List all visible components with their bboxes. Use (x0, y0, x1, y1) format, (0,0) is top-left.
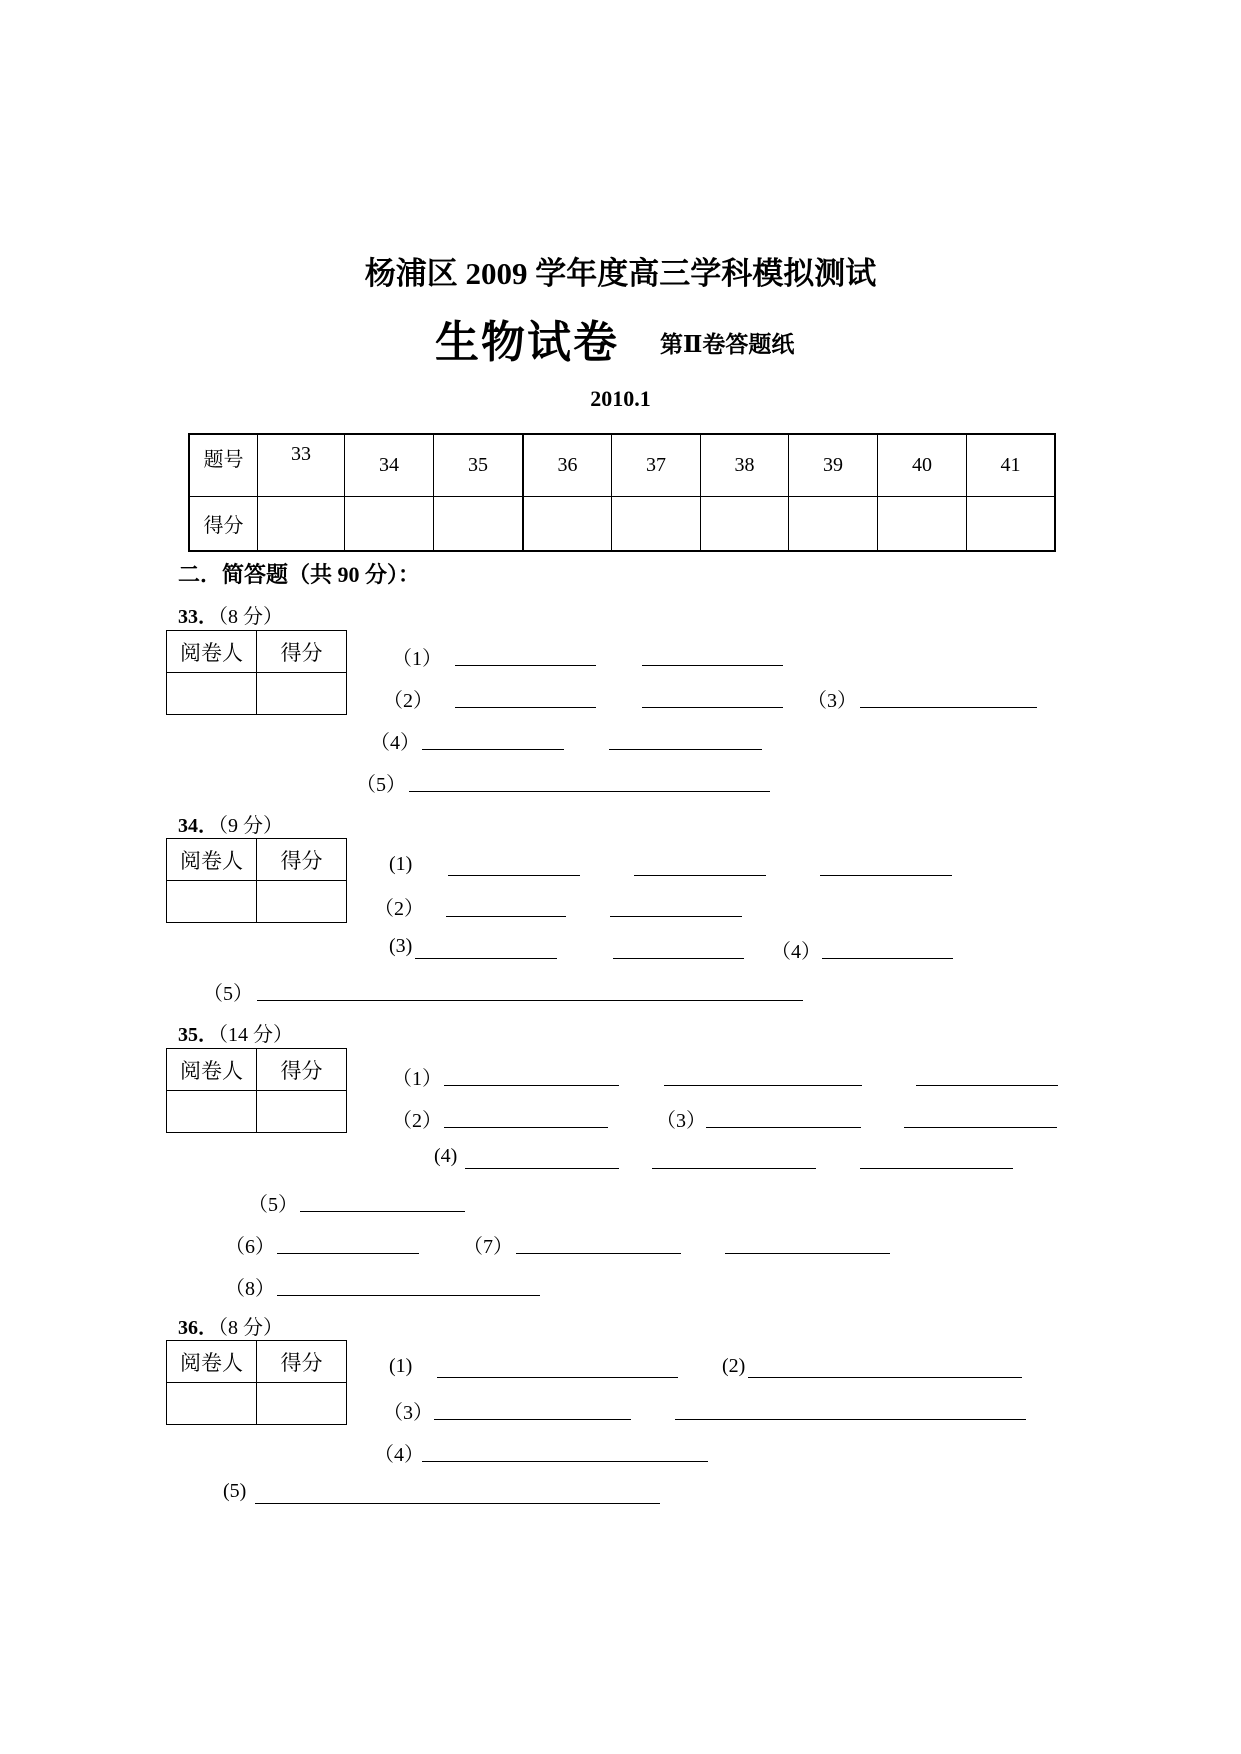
answer-label: （2） (383, 690, 433, 712)
answer-label: （4） (370, 732, 420, 754)
answer-label: （2） (374, 898, 424, 920)
answer-blank[interactable] (860, 707, 1037, 708)
score-cell[interactable] (434, 497, 524, 552)
question-36-header (178, 1311, 283, 1340)
answer-blank[interactable] (675, 1419, 1026, 1420)
score-cell[interactable] (345, 497, 434, 552)
reviewer-label: 阅卷人 (167, 631, 257, 673)
answer-label: (1) (389, 1355, 413, 1377)
question-number-cell: 36 (523, 434, 612, 497)
answer-label: （4） (771, 941, 821, 963)
paper-subtitle: 第Ⅱ卷答题纸 (660, 332, 795, 357)
answer-blank[interactable] (613, 958, 744, 959)
row-label-score: 得分 (189, 497, 258, 552)
score-cell[interactable] (257, 673, 347, 715)
answer-blank[interactable] (609, 749, 762, 750)
grader-box (166, 630, 347, 715)
answer-blank[interactable] (255, 1503, 660, 1504)
answer-blank[interactable] (642, 707, 783, 708)
question-points: （14 分） (218, 1024, 293, 1046)
score-label: 得分 (257, 839, 347, 881)
section-title: 二．简答题（共 90 分）： (178, 562, 421, 587)
answer-label: （5） (248, 1194, 298, 1216)
question-points: （8 分） (218, 606, 283, 628)
answer-label: （8） (225, 1278, 275, 1300)
table-row (189, 497, 1055, 552)
answer-label: (1) (389, 853, 413, 875)
subject-title: 生物试卷 (435, 317, 619, 368)
score-cell[interactable] (258, 497, 345, 552)
answer-blank[interactable] (516, 1253, 681, 1254)
answer-label: （4） (374, 1444, 424, 1466)
answer-blank[interactable] (642, 665, 783, 666)
answer-blank[interactable] (434, 1419, 631, 1420)
answer-blank[interactable] (916, 1085, 1058, 1086)
question-number: 33． (178, 606, 218, 628)
answer-blank[interactable] (725, 1253, 890, 1254)
score-label: 得分 (257, 1049, 347, 1091)
answer-blank[interactable] (444, 1085, 619, 1086)
reviewer-cell[interactable] (167, 881, 257, 923)
answer-label: (4) (434, 1145, 458, 1167)
reviewer-cell[interactable] (167, 673, 257, 715)
answer-blank[interactable] (652, 1168, 816, 1169)
answer-label: （2） (392, 1110, 442, 1132)
score-label: 得分 (257, 631, 347, 673)
reviewer-label: 阅卷人 (167, 1341, 257, 1383)
answer-label: (2) (722, 1355, 746, 1377)
answer-blank[interactable] (904, 1127, 1057, 1128)
question-number: 36． (178, 1317, 218, 1339)
exam-date: 2010.1 (590, 386, 651, 411)
grader-box (166, 1340, 347, 1425)
score-cell[interactable] (257, 1091, 347, 1133)
answer-label: (3) (389, 935, 413, 957)
answer-label: （3） (807, 690, 857, 712)
score-cell[interactable] (523, 497, 612, 552)
answer-label: （3） (656, 1110, 706, 1132)
answer-label: （6） (225, 1236, 275, 1258)
answer-blank[interactable] (446, 916, 566, 917)
answer-blank[interactable] (455, 665, 596, 666)
answer-blank[interactable] (820, 875, 952, 876)
answer-blank[interactable] (664, 1085, 862, 1086)
answer-blank[interactable] (822, 958, 953, 959)
score-cell[interactable] (257, 881, 347, 923)
question-35-header (178, 1018, 293, 1047)
answer-blank[interactable] (748, 1377, 1022, 1378)
answer-blank[interactable] (277, 1295, 540, 1296)
score-label: 得分 (257, 1341, 347, 1383)
question-number-cell: 37 (612, 434, 701, 497)
answer-blank[interactable] (409, 791, 770, 792)
question-number-cell: 33 (258, 434, 345, 497)
answer-blank[interactable] (277, 1253, 419, 1254)
question-number-cell: 35 (434, 434, 524, 497)
question-number-cell: 38 (701, 434, 789, 497)
answer-label: （1） (392, 648, 442, 670)
answer-blank[interactable] (634, 875, 766, 876)
answer-blank[interactable] (610, 916, 742, 917)
answer-label: （7） (463, 1236, 513, 1258)
reviewer-label: 阅卷人 (167, 839, 257, 881)
score-cell[interactable] (878, 497, 967, 552)
answer-label: （5） (356, 774, 406, 796)
answer-blank[interactable] (422, 749, 564, 750)
row-label-question-number: 题号 (189, 434, 258, 497)
reviewer-cell[interactable] (167, 1383, 257, 1425)
answer-blank[interactable] (300, 1211, 465, 1212)
question-number: 35． (178, 1024, 218, 1046)
answer-blank[interactable] (455, 707, 596, 708)
question-number-cell: 34 (345, 434, 434, 497)
score-table (188, 433, 1056, 552)
question-number-cell: 40 (878, 434, 967, 497)
score-cell[interactable] (612, 497, 701, 552)
reviewer-label: 阅卷人 (167, 1049, 257, 1091)
answer-blank[interactable] (706, 1127, 861, 1128)
grader-box (166, 1048, 347, 1133)
grader-box (166, 838, 347, 923)
reviewer-cell[interactable] (167, 1091, 257, 1133)
question-34-header (178, 809, 283, 838)
question-number: 34． (178, 815, 218, 837)
score-cell[interactable] (701, 497, 789, 552)
score-cell[interactable] (257, 1383, 347, 1425)
answer-label: （5） (203, 983, 253, 1005)
question-points: （9 分） (218, 815, 283, 837)
score-cell[interactable] (789, 497, 878, 552)
question-points: （8 分） (218, 1317, 283, 1339)
question-number-cell: 41 (967, 434, 1056, 497)
answer-label: （1） (392, 1068, 442, 1090)
page-title: 杨浦区 2009 学年度高三学科模拟测试 (364, 256, 877, 291)
answer-label: (5) (223, 1480, 247, 1502)
question-33-header (178, 600, 283, 629)
answer-blank[interactable] (422, 1461, 708, 1462)
answer-blank[interactable] (257, 1000, 803, 1001)
answer-label: （3） (383, 1402, 433, 1424)
answer-blank[interactable] (465, 1168, 619, 1169)
answer-blank[interactable] (437, 1377, 678, 1378)
score-cell[interactable] (967, 497, 1056, 552)
question-number-cell: 39 (789, 434, 878, 497)
answer-blank[interactable] (860, 1168, 1013, 1169)
answer-blank[interactable] (415, 958, 557, 959)
table-row (189, 434, 1055, 497)
answer-blank[interactable] (444, 1127, 608, 1128)
answer-blank[interactable] (448, 875, 580, 876)
